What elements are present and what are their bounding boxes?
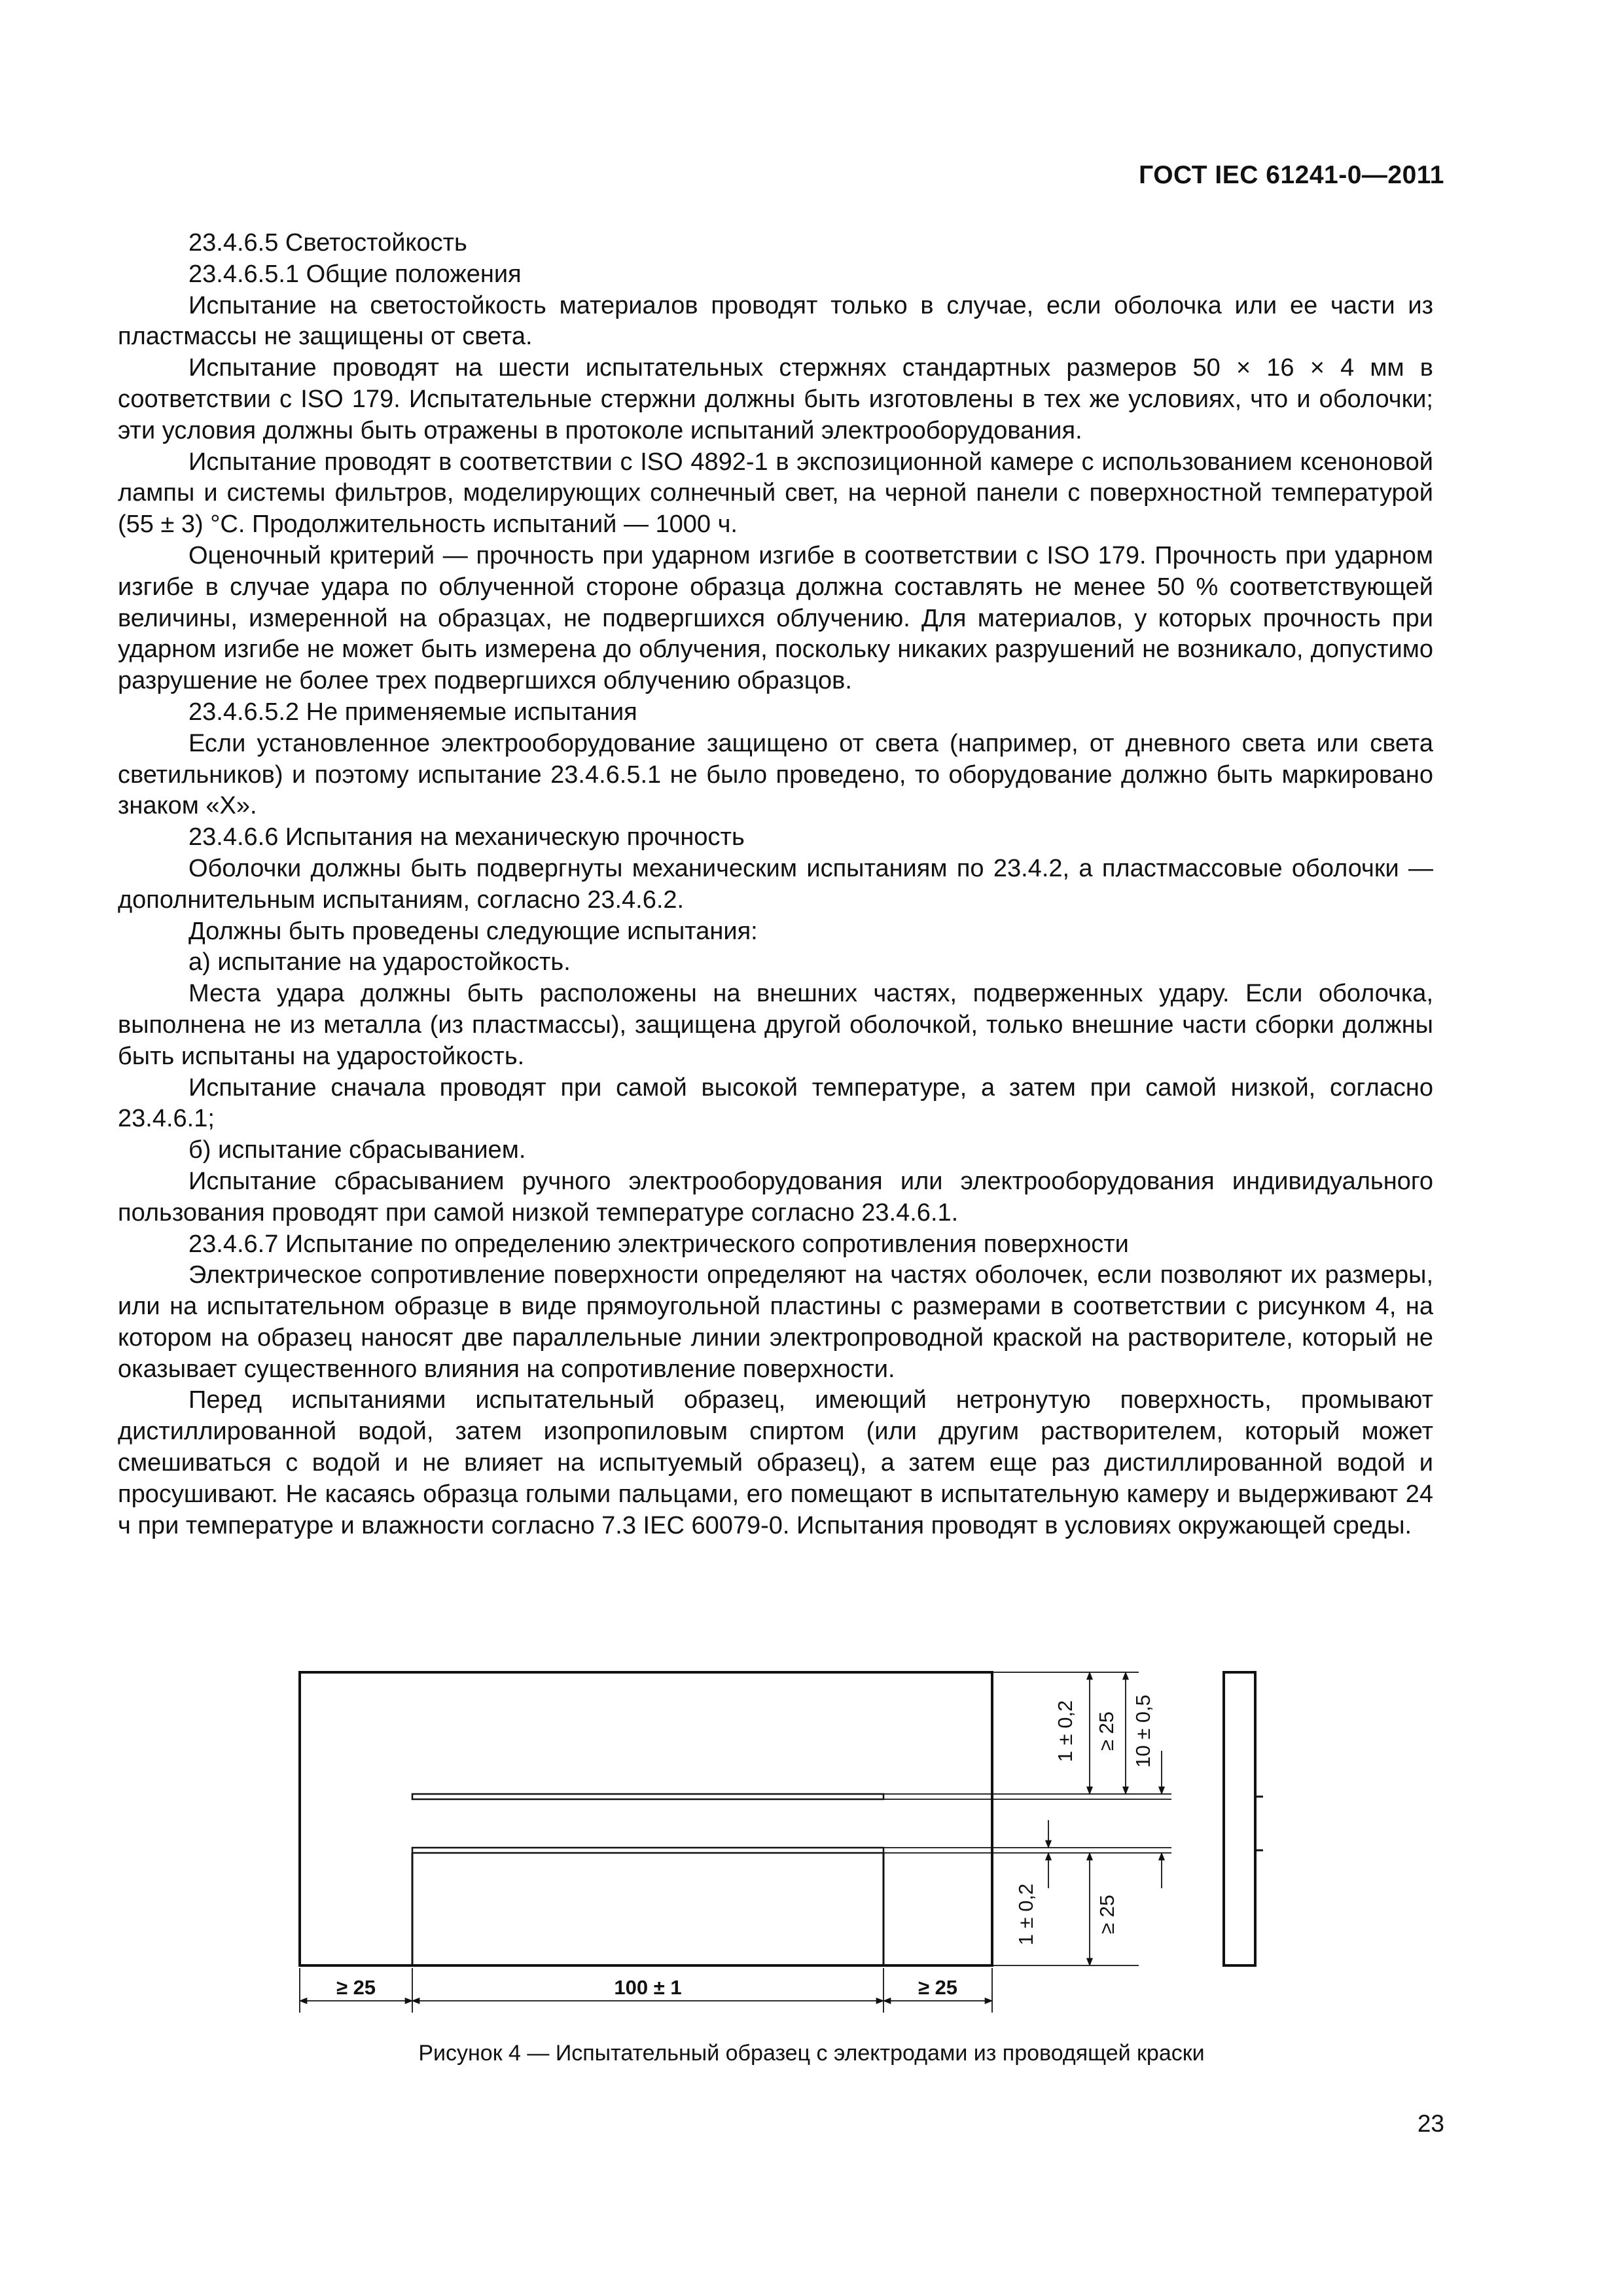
- dim-electrode-length-label: 100 ± 1: [614, 1976, 682, 1999]
- electrode-top: [412, 1794, 883, 1799]
- paragraph: Оболочки должны быть подвергнуты механическим испытаниям по 23.4.2, а пластмассовые оболочки — дополнительным испытаниям, согласно 23.4.6.2.: [118, 854, 1433, 914]
- specimen-plate: [300, 1672, 992, 1965]
- dim-bottom-gap-label: 1 ± 0,2: [1014, 1883, 1037, 1946]
- page-number: 23: [1417, 2110, 1444, 2137]
- dim-bottom-margin-label: ≥ 25: [1096, 1894, 1118, 1935]
- paragraph: Испытание на светостойкость материалов проводят только в случае, если оболочка или ее части из пластмассы не защищены от света.: [118, 291, 1433, 351]
- section-heading: 23.4.6.7 Испытание по определению электрического сопротивления поверхности: [188, 1230, 1129, 1258]
- paragraph: Испытание проводят на шести испытательных стержнях стандартных размеров 50 × 16 × 4 мм в соответствии с ISO 179. Испытательные стержни должны быть изготовлены в тех же условиях, что и оболочки; эти условия должны быть отражены в протоколе испытаний электрооборудования.: [118, 354, 1433, 444]
- subsection-heading: 23.4.6.5.2 Не применяемые испытания: [188, 698, 637, 726]
- paragraph: Электрическое сопротивление поверхности определяют на частях оболочек, если позволяют их размеры, или на испытательном образце в виде прямоугольной пластины с размерами в соответствии с рисунком 4, на котором на образец наносят две параллельные линии электропроводной краской на растворителе, который не оказывает существенного влияния на сопротивление поверхности.: [118, 1261, 1433, 1383]
- figure-caption: Рисунок 4 — Испытательный образец с электродами из проводящей краски: [418, 2041, 1205, 2066]
- paragraph: Испытание проводят в соответствии с ISO 4892-1 в экспозиционной камере с использованием ксеноновой лампы и системы фильтров, моделирующих солнечный свет, на черной панели с поверхностной температурой (55 ± 3) °С. Продолжительность испытаний — 1000 ч.: [118, 448, 1433, 539]
- paragraph: Места удара должны быть расположены на внешних частях, подверженных удару. Если оболочка, выполнена не из металла (из пластмассы), защищена другой оболочкой, только внешние части сборки должны быть испытаны на ударостойкость.: [118, 980, 1433, 1070]
- paragraph: Оценочный критерий — прочность при ударном изгибе в соответствии с ISO 179. Прочность при ударном изгибе в случае удара по облученной стороне образца должна составлять не менее 50 % соответствующей величины, измеренной на образцах, не подвергшихся облучению. Для материалов, у которых прочность при ударном изгибе не может быть измерена до облучения, поскольку никаких разрушений не возникало, допустимо разрушение не более трех подвергшихся облучению образцов.: [118, 541, 1433, 695]
- dim-left-margin-label: ≥ 25: [336, 1976, 376, 1999]
- list-item: а) испытание на ударостойкость.: [188, 948, 571, 977]
- paragraph: Если установленное электрооборудование защищено от света (например, от дневного света или света светильников) и поэтому испытание 23.4.6.5.1 не было проведено, то оборудование должно быть маркировано знаком «Х».: [118, 729, 1433, 820]
- paragraph: Должны быть проведены следующие испытания:: [188, 917, 758, 945]
- document-body: [118, 228, 1433, 1541]
- section-heading: 23.4.6.5 Светостойкость: [188, 229, 467, 257]
- paragraph: Испытание сбрасыванием ручного электрооборудования или электрооборудования индивидуального пользования проводят при самой низкой температуре согласно 23.4.6.1.: [118, 1167, 1433, 1227]
- electrode-bottom: [412, 1848, 883, 1853]
- paragraph: Перед испытаниями испытательный образец, имеющий нетронутую поверхность, промывают дистиллированной водой, затем изопропиловым спиртом (или другим растворителем, который может смешиваться с водой и не влияет на испытуемый образец), а затем еще раз дистиллированной водой и просушивают. Не касаясь образца голыми пальцами, его помещают в испытательную камеру и выдерживают 24 ч при температуре и влажности согласно 7.3 IEC 60079-0. Испытания проводят в условиях окружающей среды.: [118, 1386, 1433, 1539]
- dim-top-margin-label: ≥ 25: [1095, 1711, 1118, 1751]
- subsection-heading: 23.4.6.5.1 Общие положения: [188, 260, 522, 288]
- dim-electrode-spacing-label: 10 ± 0,5: [1132, 1695, 1154, 1768]
- section-heading: 23.4.6.6 Испытания на механическую прочность: [188, 823, 745, 852]
- figure-4-test-specimen: [281, 1666, 1315, 2019]
- dim-right-margin-label: ≥ 25: [918, 1976, 958, 1999]
- document-header: ГОСТ IEC 61241-0—2011: [1139, 161, 1444, 189]
- list-item: б) испытание сбрасыванием.: [188, 1136, 526, 1164]
- paragraph: Испытание сначала проводят при самой высокой температуре, а затем при самой низкой, согласно 23.4.6.1;: [118, 1073, 1433, 1133]
- dim-top-gap-label: 1 ± 0,2: [1054, 1700, 1077, 1763]
- specimen-side-view: [1224, 1672, 1255, 1965]
